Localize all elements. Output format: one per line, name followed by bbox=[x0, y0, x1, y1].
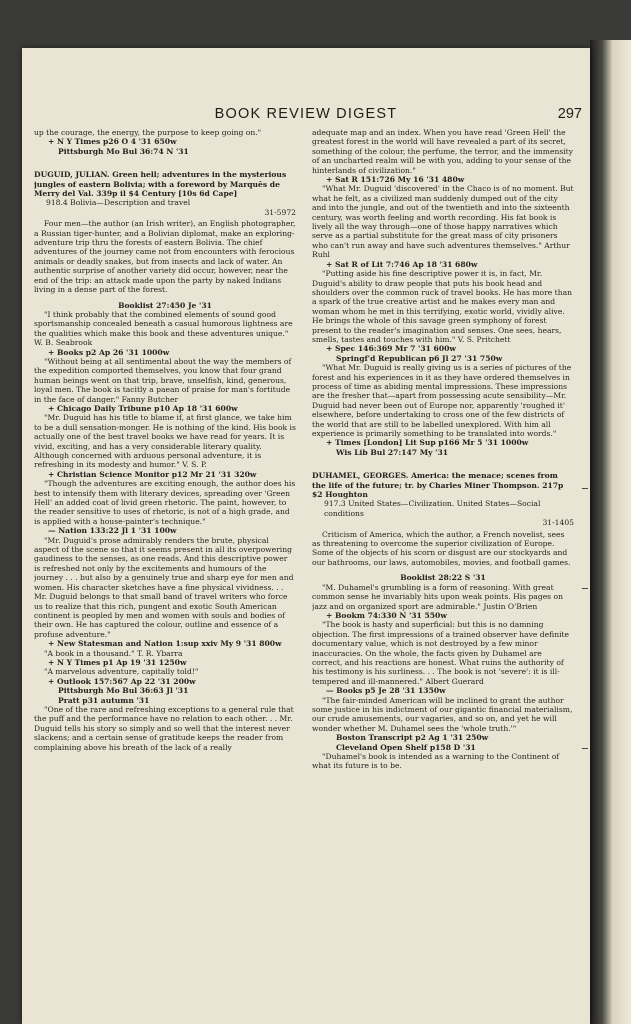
catalog-number: 31-5972 bbox=[264, 207, 296, 217]
subject-heading: 918.4 Bolivia—Description and travel bbox=[46, 198, 191, 208]
book-spine-edge bbox=[590, 40, 631, 1024]
review-quote: "M. Duhamel's grumbling is a form of reasoning. With great common sense he invariably hits upon weak points. His pages on jazz and on organized sport are admirable." Justin O'Brien bbox=[312, 582, 563, 611]
review-quote: "Duhamel's book is intended as a warning to the Continent of what its future is to be. bbox=[312, 752, 560, 771]
review-quote: "Mr. Duguid has his title to blame if, at first glance, we take him to be a dull sensation-monger. He is nothing of the kind. His book is actually one of the best travel books we have read for years. It is vivid, exciting, and has a very considerable literary quality. Although concerned with arduous personal adventure, it is refreshing in its modesty and humor." V. S. P. bbox=[34, 413, 296, 470]
running-head: BOOK REVIEW DIGEST bbox=[214, 106, 398, 122]
spacer bbox=[312, 457, 574, 463]
review-citation: + N Y Times p26 O 4 '31 650w bbox=[48, 137, 177, 147]
review-citation: + Sat R 151:726 My 16 '31 480w bbox=[326, 175, 465, 185]
review-citation: + Times [London] Lit Sup p166 Mr 5 '31 1000w bbox=[326, 438, 529, 448]
entry-summary: Criticism of America, which the author, a French novelist, sees as threatening to overcome the superior civilization of Europe. Some of the objects of his scorn or disgust are our stockyards and our bathrooms, our laws, automobiles, movies, and football games. bbox=[312, 529, 571, 567]
review-citation: + Chicago Daily Tribune p10 Ap 18 '31 600w bbox=[48, 403, 238, 413]
review-text: adequate map and an index. When you have read 'Green Hell' the greatest forest in the world will have revealed a part of its secret, something of the colour, the perfume, the terror, and the immensity of an uncharted realm will be with you, adding to your sense of the hinterlands of civilization." bbox=[312, 128, 574, 175]
subject-heading: 917.3 United States—Civilization. United States—Social conditions bbox=[324, 499, 541, 518]
spacer bbox=[34, 156, 296, 162]
review-quote: "Without being at all sentimental about the way the members of the expedition comported themselves, you know that four grand human beings went on that trip, brave, unselfish, kind, generous, loyal men. The book is tacitly a paean of praise for man's fortitude in the face of danger." Fanny Butcher bbox=[34, 356, 292, 404]
review-quote: "What Mr. Duguid 'discovered' in the Chaco is of no moment. But what he felt, as a civilized man suddenly dumped out of the city and into the jungle, and out of the twentieth and into the sixteenth century, was worth feeling and worth recording. His fat book is lively all the way through—one of those happy narratives which serve as a partial substitute for the great mass of city prisoners who can't run away and have such adventures themselves." Arthur Ruhl bbox=[312, 184, 574, 260]
review-citation: Boston Transcript p2 Ag 1 '31 250w bbox=[336, 733, 489, 743]
review-citation: Pratt p31 autumn '31 bbox=[58, 695, 150, 705]
entry-heading: DUGUID, JULIAN. Green hell; adventures in the mysterious jungles of eastern Bolivia; with a foreword by Marquês de Merry del Val. 339p il $4 Century [10s 6d Cape] bbox=[34, 170, 287, 199]
review-citation: + Bookm 74:330 N '31 550w bbox=[326, 610, 447, 620]
review-citation: + Books p2 Ap 26 '31 1000w bbox=[48, 347, 170, 357]
review-citation: Pittsburgh Mo Bul 36:63 Jl '31 bbox=[58, 686, 189, 696]
review-citation: — Nation 133:22 Jl 1 '31 100w bbox=[48, 526, 177, 536]
review-citation: Wis Lib Bul 27:147 My '31 bbox=[336, 447, 449, 457]
source-citation: Booklist 28:22 S '31 bbox=[400, 573, 486, 583]
review-quote: "A marvelous adventure, capitally told!" bbox=[44, 667, 199, 677]
review-citation: + New Statesman and Nation 1:sup xxiv My 9 '31 800w bbox=[48, 639, 282, 649]
entry-heading: DUHAMEL, GEORGES. America: the menace; scenes from the life of the future; tr. by Charles Miner Thompson. 217p $2 Houghton bbox=[312, 471, 564, 500]
review-citation: + Christian Science Monitor p12 Mr 21 '31 320w bbox=[48, 469, 257, 479]
review-citation: + Spec 146:369 Mr 7 '31 600w bbox=[326, 344, 456, 354]
page-number: 297 bbox=[557, 106, 582, 122]
right-column bbox=[312, 128, 574, 1018]
review-text: up the courage, the energy, the purpose to keep going on." bbox=[34, 128, 262, 137]
review-citation: — Books p5 Je 28 '31 1350w bbox=[326, 686, 446, 696]
review-citation: + Outlook 157:567 Ap 22 '31 200w bbox=[48, 676, 196, 686]
source-citation: Booklist 27:450 Je '31 bbox=[118, 300, 212, 310]
margin-marks bbox=[582, 48, 590, 1024]
review-quote: "I think probably that the combined elements of sound good sportsmanship concealed beneath a casual humorous lightness are the qualities which make this book and these adventures unique." W. B. Seabrook bbox=[34, 309, 293, 348]
review-citation: + Sat R of Lit 7:746 Ap 18 '31 680w bbox=[326, 259, 478, 269]
entry-summary: Four men—the author (an Irish writer), an English photographer, a Russian tiger-hunter, and a Bolivian diplomat, make an exploring-adventure trip thru the forests of eastern Bolivia. The chief adventures of the journey came not from encounters with ferocious animals or deadly snakes, but from insects and lack of water. An authentic surprise of another variety did occur, however, near the end of the trip: an attack made upon the party by naked Indians living in a dense part of the forest. bbox=[34, 219, 296, 295]
review-quote: "Though the adventures are exciting enough, the author does his best to intensify them with literary devices, spreading over 'Green Hell' an added coat of livid green rhetoric. The paint, however, to the reader sensitive to uses of rhetoric, is not of a high grade, and is applied with a house-painter's technique." bbox=[34, 479, 296, 526]
review-quote: "Mr. Duguid's prose admirably renders the brute, physical aspect of the scene so that it seems present in all its overpowering gaudiness to the senses, as one reads. And this descriptive power is refreshed not only by the excitements and humours of the journey . . . but also by a genuinely true and sharp eye for men and women. His character sketches have a fine physical vividness. . . Mr. Duguid belongs to that small band of travel writers who force us to realize that this rich, pungent and exotic South American continent is peopled by men and women with souls and bodies of their own. He has captured the colour, outline and essence of a profuse adventure." bbox=[34, 535, 294, 639]
review-quote: "What Mr. Duguid is really giving us is a series of pictures of the forest and his experiences in it as they have ordered themselves in process of time as abiding mental impressions. These impressions are the fresher that—apart from possessing acute sensibility—Mr. Duguid had never been out of Europe nor, apparently 'roughed it' elsewhere, before undertaking to cross one of the few districts of the world that are still to be labelled unexplored. With him all experience is primarily something to be translated into words." bbox=[312, 363, 572, 438]
review-citation: Cleveland Open Shelf p158 D '31 bbox=[336, 742, 476, 752]
page-header bbox=[22, 106, 590, 126]
left-column bbox=[34, 128, 296, 1018]
review-quote: "The fair-minded American will be inclined to grant the author some justice in his indictment of our gigantic financial materialism, our crude amusements, our vagaries, and so on, and yet he will wonder whether M. Duhamel sees the 'whole truth.'" bbox=[312, 695, 573, 733]
book-page bbox=[22, 48, 590, 1024]
review-citation: Springf'd Republican p6 Jl 27 '31 750w bbox=[336, 353, 503, 363]
review-citation: Pittsburgh Mo Bul 36:74 N '31 bbox=[58, 146, 189, 156]
review-quote: "The book is hasty and superficial: but this is no damning objection. The first impressions of a trained observer have definite documentary value, which is not destroyed by a few minor inaccuracies. On the whole, the facts given by Duhamel are correct, and his reactions are honest. What ruins the authority of his testimony is his surliness. . . The book is not 'severe': it is ill-tempered and ill-mannered." Albert Guerard bbox=[312, 620, 570, 686]
margin-tick bbox=[582, 748, 588, 749]
margin-tick bbox=[582, 488, 588, 489]
review-quote: "One of the rare and refreshing exceptions to a general rule that the puff and the performance have no relation to each other. . . Mr. Duguid tells his story so simply and so well that the interest never slackens; and a certain sense of gratitude keeps the reader from complaining above his breath of the lack of a really bbox=[34, 704, 294, 752]
catalog-number: 31-1405 bbox=[542, 518, 574, 528]
review-quote: "Putting aside his fine descriptive power it is, in fact, Mr. Duguid's ability to draw people that puts his book head and shoulders over the common ruck of travel books. He has more than a spark of the true creative artist and he makes every man and woman whom he met in this terrifying, exotic world, vividly alive. He brings the whole of this savage green symphony of forest present to the reader's imagination and senses. One sees, hears, smells, tastes and touches with him." V. S. Pritchett bbox=[312, 269, 573, 344]
margin-tick bbox=[582, 588, 588, 589]
review-citation: + N Y Times p1 Ap 19 '31 1250w bbox=[48, 657, 187, 667]
review-quote: "A book in a thousand." T. R. Ybarra bbox=[44, 648, 183, 658]
